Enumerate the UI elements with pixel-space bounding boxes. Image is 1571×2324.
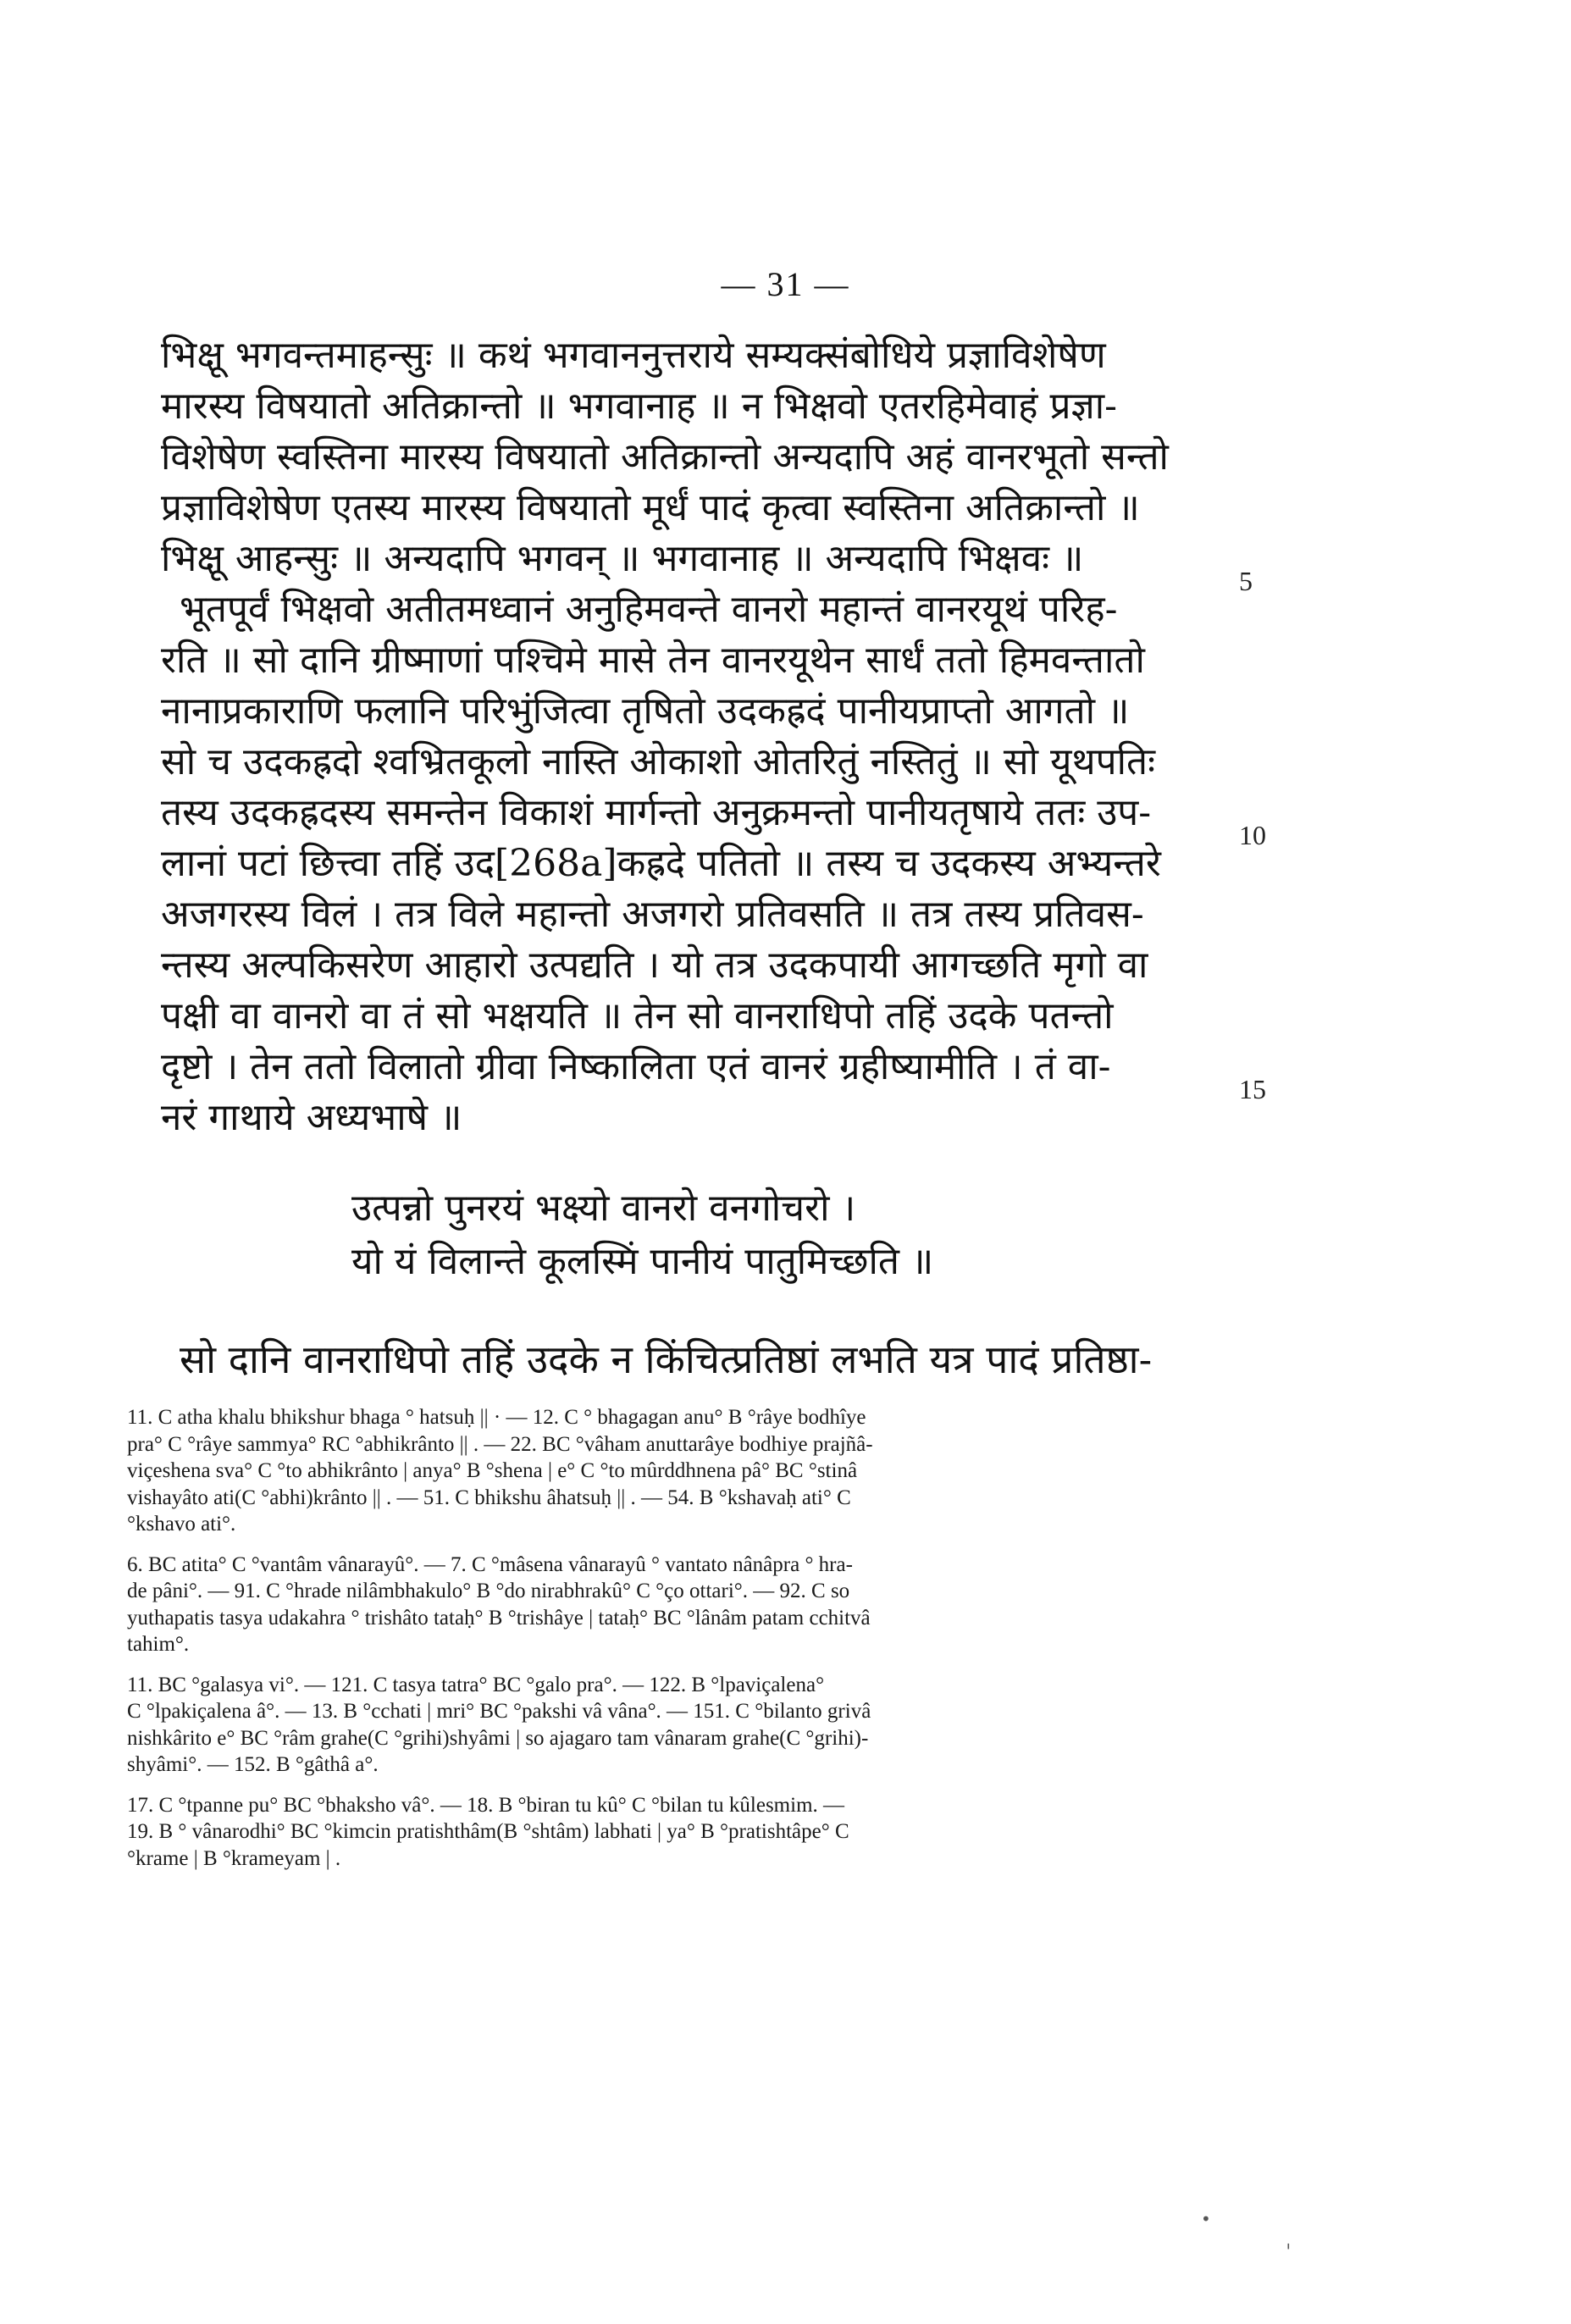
continuation-line: सो दानि वानराधिपो तहिं उदके न किंचित्प्रतिष्ठां लभति यत्र पादं प्रतिष्ठा- [180, 1336, 1153, 1382]
footnote-line: pra° C °râye sammya° RC °abhikrânto || . — 22. BC °vâham anuttarâye bodhiye prajñâ- [127, 1432, 873, 1456]
text-line: पक्षी वा वानरो वा तं सो भक्षयति ॥ तेन सो वानराधिपो तहिं उदके पतन्तो [161, 994, 1114, 1038]
text-line: अजगरस्य विलं । तत्र विले महान्तो अजगरो प्रतिवसति ॥ तत्र तस्य प्रतिवस- [161, 893, 1144, 936]
footnote-line: 11. BC °galasya vi°. — 121. C tasya tatra° BC °galo pra°. — 122. B °lpaviçalena° [127, 1673, 825, 1696]
text-line: रति ॥ सो दानि ग्रीष्माणां पश्चिमे मासे तेन वानरयूथेन सार्धं ततो हिमवन्तातो [161, 639, 1145, 682]
margin-line-number: 15 [1239, 1074, 1266, 1104]
footnote-group [127, 1792, 1228, 1873]
text-line: नानाप्रकाराणि फलानि परिभुंजित्वा तृषितो उदकह्रदं पानीयप्राप्तो आगतो ॥ [161, 689, 1130, 733]
text-line: मारस्य विषयातो अतिक्रान्तो ॥ भगवानाह ॥ न भिक्षवो एतरहिमेवाहं प्रज्ञा- [161, 385, 1118, 428]
scan-speck: ˌ [1286, 2227, 1292, 2251]
text-line: नरं गाथाये अध्यभाषे ॥ [161, 1096, 462, 1139]
verse-line: उत्पन्नो पुनरयं भक्ष्यो वानरो वनगोचरो । [351, 1187, 856, 1230]
text-line: प्रज्ञाविशेषेण एतस्य मारस्य विषयातो मूर्धं पादं कृत्वा स्वस्तिना अतिक्रान्तो ॥ [161, 486, 1140, 529]
main-text-block [161, 330, 1236, 1143]
page-number: — 31 — [721, 265, 850, 303]
verse-line: यो यं विलान्ते कूलस्मिं पानीयं पातुमिच्छति ॥ [351, 1240, 934, 1283]
text-line: लानां पटां छित्त्वा तहिं उद[268a]कह्रदे पतितो ॥ तस्य च उदकस्य अभ्यन्तरे [161, 842, 1161, 885]
footnote-line: 6. BC atita° C °vantâm vânarayû°. — 7. C °mâsena vânarayû ° vantato nânâpra ° hra- [127, 1552, 853, 1576]
text-line: सो च उदकह्रदो श्वभ्रितकूलो नास्ति ओकाशो ओतरितुं नस्तितुं ॥ सो यूथपतिः [161, 740, 1155, 783]
text-line: न्तस्य अल्पकिसरेण आहारो उत्पद्यति । यो तत्र उदकपायी आगच्छति मृगो वा [161, 943, 1148, 987]
footnote-line: nishkârito e° BC °râm grahe(C °grihi)shyâmi | so ajagaro tam vânaram grahe(C °grihi)- [127, 1726, 869, 1750]
text-line: भूतपूर्वं भिक्षवो अतीतमध्वानं अनुहिमवन्ते वानरो महान्तं वानरयूथं परिह- [180, 588, 1118, 631]
footnote-line: shyâmi°. — 152. B °gâthâ a°. [127, 1753, 379, 1776]
margin-line-number: 5 [1239, 566, 1253, 596]
footnote-line: 19. B ° vânarodhi° BC °kimcin pratishthâm(B °shtâm) labhati | ya° B °pratishtâpe° C [127, 1820, 849, 1843]
footnote-line: °kshavo ati°. [127, 1513, 236, 1536]
footnote-line: de pâni°. — 91. C °hrade nilâmbhakulo° B °do nirabhrakû° C °ço ottari°. — 92. C so [127, 1580, 850, 1602]
text-line: दृष्टो । तेन ततो विलातो ग्रीवा निष्कालिता एतं वानरं ग्रहीष्यामीति । तं वा- [161, 1045, 1111, 1088]
footnote-line: 11. C atha khalu bhikshur bhaga ° hatsuḥ || · — 12. C ° bhagagan anu° B °râye bodhîye [127, 1406, 866, 1429]
footnote-line: °krame | B °krameyam | . [127, 1846, 341, 1870]
footnote-line: 17. C °tpanne pu° BC °bhaksho vâ°. — 18. B °biran tu kû° C °bilan tu kûlesmim. — [127, 1793, 845, 1817]
text-line: भिक्षू आहन्सुः ॥ अन्यदापि भगवन् ॥ भगवानाह ॥ अन्यदापि भिक्षवः ॥ [161, 537, 1084, 580]
footnote-line: viçeshena sva° C °to abhikrânto | anya° B °shena | e° C °to mûrddhnena pâ° BC °stinâ [127, 1459, 858, 1482]
margin-line-number: 10 [1239, 820, 1266, 850]
text-line: तस्य उदकह्रदस्य समन्तेन विकाशं मार्गन्तो अनुक्रमन्तो पानीयतृषाये ततः उप- [161, 791, 1152, 834]
footnote-group [127, 1404, 1228, 1538]
footnote-line: C °lpakiçalena â°. — 13. B °cchati | mri° BC °pakshi vâ vâna°. — 151. C °bilanto grivâ [127, 1700, 871, 1723]
footnote-group [127, 1552, 1228, 1658]
text-line: भिक्षू भगवन्तमाहन्सुः ॥ कथं भगवाननुत्तराये सम्यक्संबोधिये प्रज्ञाविशेषेण [161, 334, 1106, 377]
footnotes [127, 1404, 1228, 1885]
footnote-line: vishayâto ati(C °abhi)krânto || . — 51. C bhikshu âhatsuḥ || . — 54. B °kshavaḥ ati° C [127, 1486, 851, 1509]
verse-block [351, 1181, 933, 1288]
footnote-line: tahim°. [127, 1633, 190, 1656]
scan-speck: • [1201, 2209, 1211, 2229]
footnote-group [127, 1672, 1228, 1779]
text-line: विशेषेण स्वस्तिना मारस्य विषयातो अतिक्रान्तो अन्यदापि अहं वानरभूतो सन्तो [161, 435, 1169, 479]
footnote-line: yuthapatis tasya udakahra ° trishâto tataḥ° B °trishâye | tataḥ° BC °lânâm patam cchitvâ [127, 1606, 871, 1630]
